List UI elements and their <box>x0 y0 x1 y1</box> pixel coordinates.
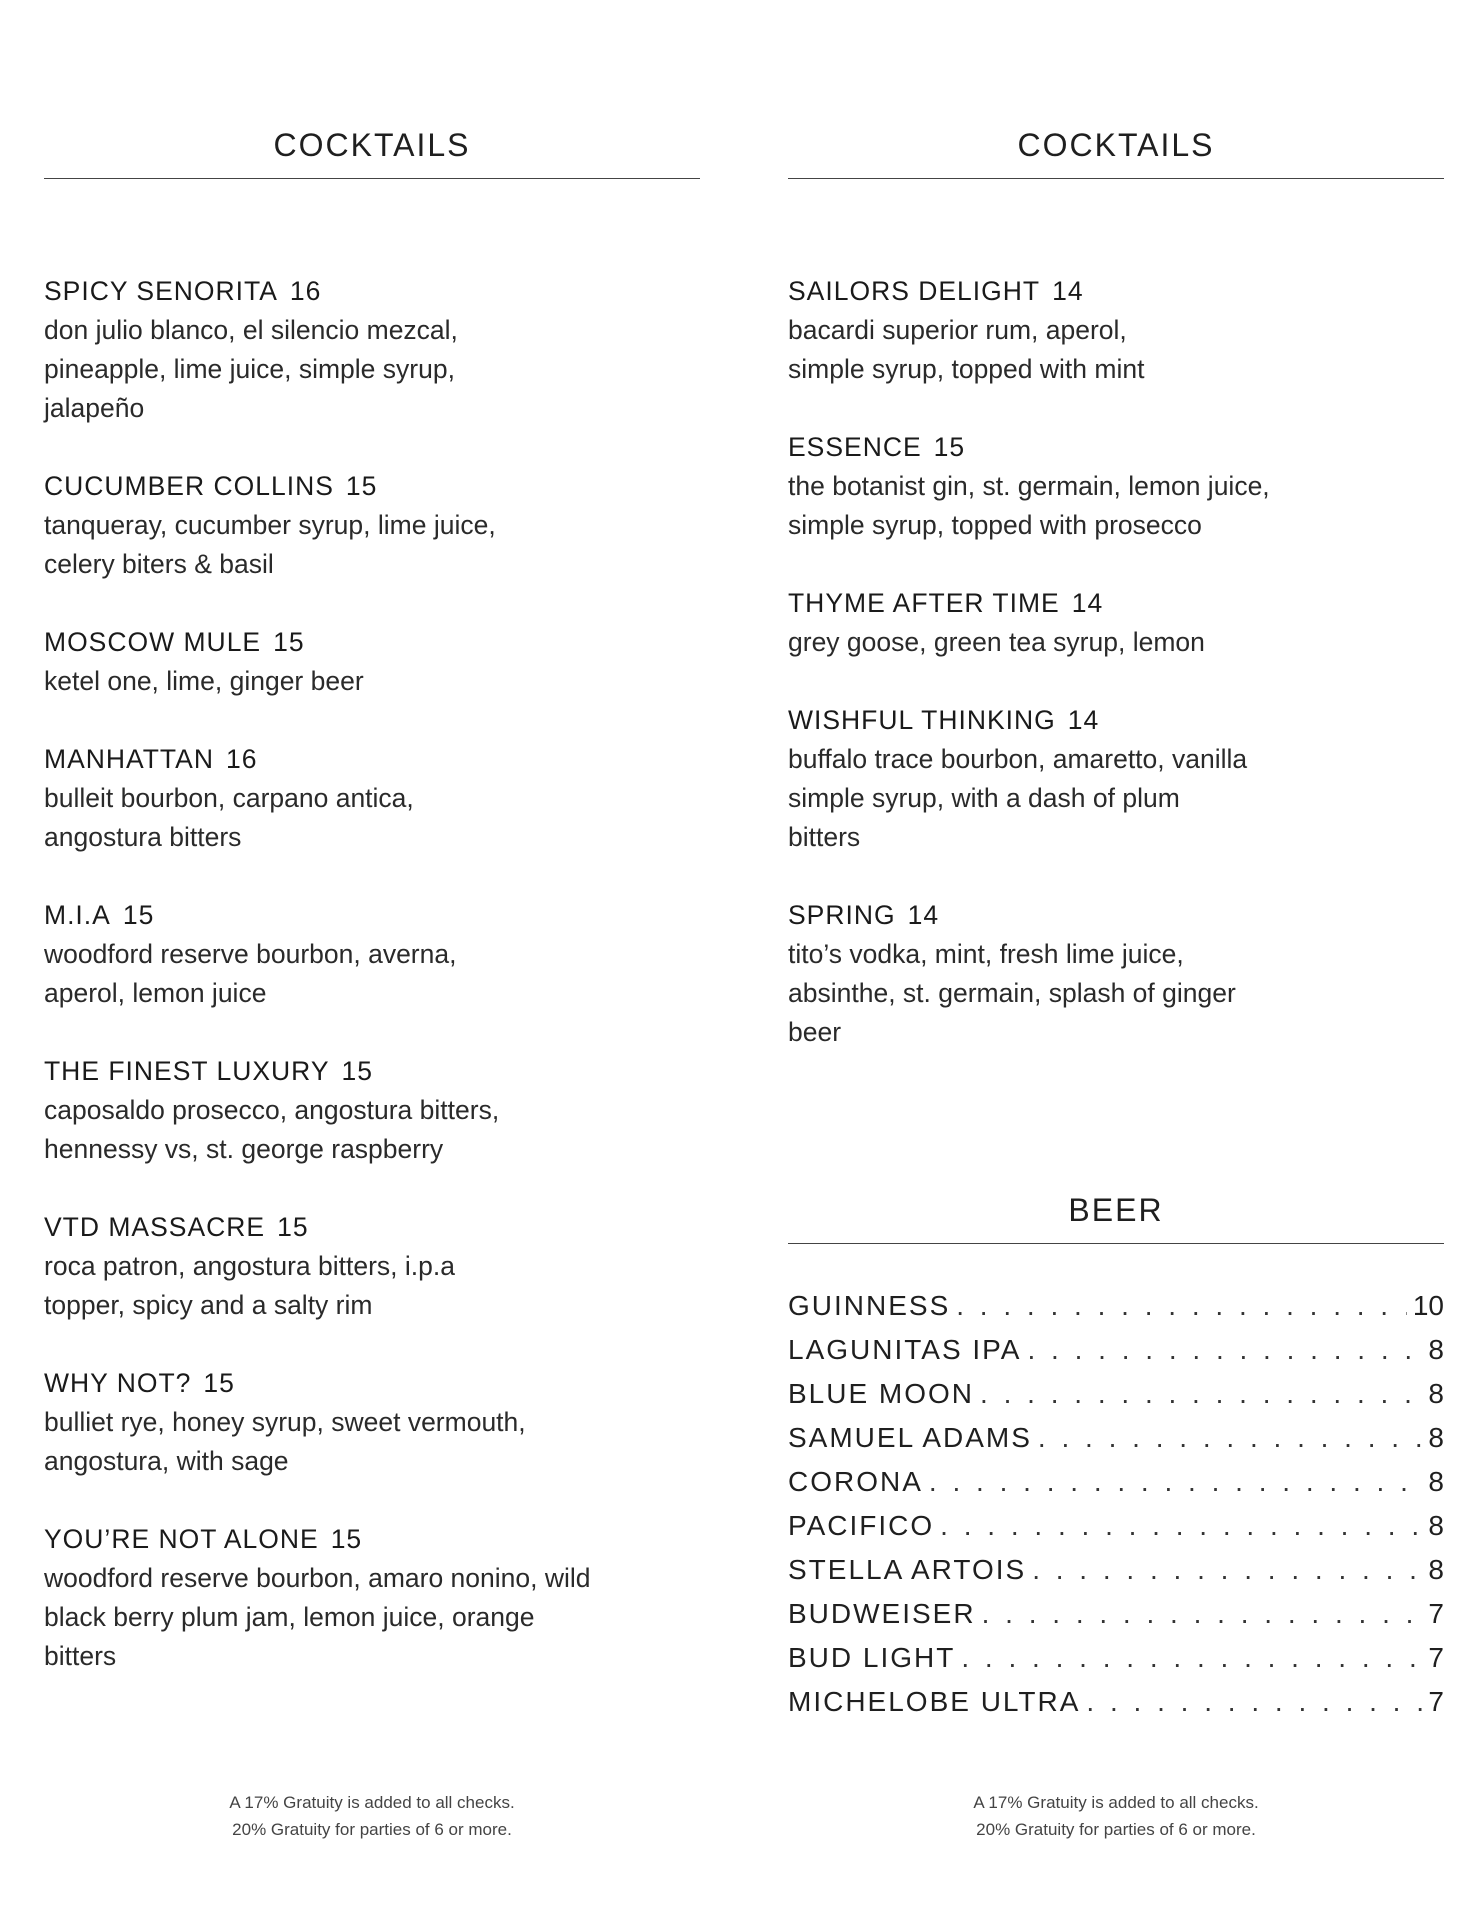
beer-price: 8 <box>1428 1510 1444 1541</box>
dot-leader <box>1032 1554 1422 1586</box>
beer-name: MICHELOBE ULTRA <box>788 1686 1081 1717</box>
cocktails-title-left: COCKTAILS <box>273 127 471 163</box>
item-heading <box>44 740 700 779</box>
item-price: 14 <box>1052 276 1084 306</box>
menu-item <box>788 896 1444 1052</box>
item-name: ESSENCE <box>788 432 922 462</box>
menu-item <box>44 1208 700 1325</box>
beer-row <box>788 1378 1444 1422</box>
item-description: grey goose, green tea syrup, lemon <box>788 627 1205 657</box>
beer-price: 8 <box>1428 1466 1444 1497</box>
beer-name: PACIFICO <box>788 1510 935 1541</box>
menu-item <box>44 1520 700 1676</box>
menu-item <box>44 896 700 1013</box>
menu-item <box>44 272 700 428</box>
item-description: ketel one, lime, ginger beer <box>44 666 364 696</box>
beer-row <box>788 1290 1444 1334</box>
item-price: 14 <box>1067 705 1100 735</box>
beer-name: CORONA <box>788 1466 923 1497</box>
menu-item <box>788 584 1444 662</box>
beer-price: 8 <box>1428 1422 1444 1453</box>
beer-name: STELLA ARTOIS <box>788 1554 1027 1585</box>
beer-title: BEER <box>1068 1192 1164 1228</box>
item-name: THE FINEST LUXURY <box>44 1056 330 1086</box>
menu-item <box>788 701 1444 857</box>
beer-row <box>788 1334 1444 1378</box>
item-description: bacardi superior rum, aperol, simple syrup, topped with mint <box>788 315 1145 384</box>
menu-item <box>44 1364 700 1481</box>
item-name: MOSCOW MULE <box>44 627 262 657</box>
item-price: 15 <box>330 1524 363 1554</box>
beer-list <box>788 1290 1444 1730</box>
beer-price: 7 <box>1428 1642 1444 1673</box>
menu-item <box>44 740 700 857</box>
item-name: WISHFUL THINKING <box>788 705 1056 735</box>
item-description: tito’s vodka, mint, fresh lime juice, absinthe, st. germain, splash of ginger beer <box>788 939 1236 1047</box>
item-name: VTD MASSACRE <box>44 1212 266 1242</box>
item-price: 15 <box>341 1056 373 1086</box>
item-heading <box>44 1052 700 1091</box>
item-heading <box>788 272 1444 311</box>
gratuity-note-right <box>788 1789 1444 1843</box>
beer-price: 10 <box>1412 1290 1444 1321</box>
item-description: bulleit bourbon, carpano antica, angostura bitters <box>44 783 414 852</box>
item-price: 15 <box>933 432 966 462</box>
item-heading <box>788 584 1444 623</box>
dot-leader <box>929 1466 1423 1498</box>
item-name: SAILORS DELIGHT <box>788 276 1041 306</box>
beer-rule <box>788 1243 1444 1244</box>
item-price: 14 <box>907 900 940 930</box>
beer-name: GUINNESS <box>788 1290 951 1321</box>
item-price: 15 <box>345 471 378 501</box>
item-description: woodford reserve bourbon, averna, aperol, lemon juice <box>44 939 457 1008</box>
cocktail-list-left <box>44 272 700 1715</box>
gratuity-line-2: 20% Gratuity for parties of 6 or more. <box>976 1820 1256 1839</box>
beer-row <box>788 1510 1444 1554</box>
item-description: don julio blanco, el silencio mezcal, pineapple, lime juice, simple syrup, jalapeño <box>44 315 458 423</box>
beer-name: BUD LIGHT <box>788 1642 956 1673</box>
item-description: roca patron, angostura bitters, i.p.a topper, spicy and a salty rim <box>44 1251 455 1320</box>
beer-row <box>788 1598 1444 1642</box>
gratuity-line-2: 20% Gratuity for parties of 6 or more. <box>232 1820 512 1839</box>
cocktail-list-right <box>788 272 1444 1091</box>
item-price: 16 <box>289 276 322 306</box>
item-heading <box>44 467 700 506</box>
beer-row <box>788 1554 1444 1598</box>
beer-row <box>788 1686 1444 1730</box>
menu-item <box>44 467 700 584</box>
beer-price: 8 <box>1428 1378 1444 1409</box>
item-name: YOU’RE NOT ALONE <box>44 1524 319 1554</box>
item-name: M.I.A <box>44 900 111 930</box>
item-name: MANHATTAN <box>44 744 214 774</box>
gratuity-line-1: A 17% Gratuity is added to all checks. <box>229 1793 515 1812</box>
item-price: 15 <box>273 627 305 657</box>
item-heading <box>44 1520 700 1559</box>
menu-item <box>44 1052 700 1169</box>
cocktails-rule-right <box>788 178 1444 179</box>
beer-price: 7 <box>1428 1598 1444 1629</box>
item-heading <box>788 701 1444 740</box>
beer-price: 8 <box>1428 1554 1444 1585</box>
item-name: WHY NOT? <box>44 1368 192 1398</box>
item-description: tanqueray, cucumber syrup, lime juice, celery biters & basil <box>44 510 496 579</box>
menu-item <box>788 272 1444 389</box>
dot-leader <box>1086 1686 1422 1718</box>
item-price: 14 <box>1071 588 1104 618</box>
item-heading <box>788 896 1444 935</box>
item-heading <box>44 1208 700 1247</box>
item-name: THYME AFTER TIME <box>788 588 1060 618</box>
item-price: 15 <box>122 900 155 930</box>
item-heading <box>44 896 700 935</box>
item-price: 15 <box>203 1368 235 1398</box>
cocktails-rule-left <box>44 178 700 179</box>
dot-leader <box>956 1290 1407 1322</box>
item-description: buffalo trace bourbon, amaretto, vanilla simple syrup, with a dash of plum bitters <box>788 744 1248 852</box>
beer-price: 8 <box>1428 1334 1444 1365</box>
dot-leader <box>961 1642 1422 1674</box>
beer-row <box>788 1642 1444 1686</box>
beer-row <box>788 1466 1444 1510</box>
item-price: 15 <box>277 1212 309 1242</box>
cocktails-title-right: COCKTAILS <box>1017 127 1215 163</box>
menu-item <box>44 623 700 701</box>
beer-price: 7 <box>1428 1686 1444 1717</box>
dot-leader <box>980 1378 1422 1410</box>
item-name: SPRING <box>788 900 896 930</box>
gratuity-note-left <box>44 1789 700 1843</box>
beer-name: BLUE MOON <box>788 1378 975 1409</box>
item-heading <box>788 428 1444 467</box>
item-description: woodford reserve bourbon, amaro nonino, wild black berry plum jam, lemon juice, orange bitters <box>44 1563 591 1671</box>
item-description: bulliet rye, honey syrup, sweet vermouth, angostura, with sage <box>44 1407 526 1476</box>
dot-leader <box>940 1510 1422 1542</box>
menu-item <box>788 428 1444 545</box>
dot-leader <box>1027 1334 1422 1366</box>
dot-leader <box>982 1598 1423 1630</box>
item-description: caposaldo prosecco, angostura bitters, hennessy vs, st. george raspberry <box>44 1095 500 1164</box>
item-heading <box>44 1364 700 1403</box>
dot-leader <box>1038 1422 1423 1454</box>
beer-name: BUDWEISER <box>788 1598 976 1629</box>
item-name: SPICY SENORITA <box>44 276 278 306</box>
item-description: the botanist gin, st. germain, lemon juice, simple syrup, topped with prosecco <box>788 471 1270 540</box>
beer-row <box>788 1422 1444 1466</box>
item-name: CUCUMBER COLLINS <box>44 471 334 501</box>
item-heading <box>44 272 700 311</box>
item-heading <box>44 623 700 662</box>
beer-name: SAMUEL ADAMS <box>788 1422 1032 1453</box>
item-price: 16 <box>225 744 258 774</box>
gratuity-line-1: A 17% Gratuity is added to all checks. <box>973 1793 1259 1812</box>
beer-name: LAGUNITAS IPA <box>788 1334 1022 1365</box>
